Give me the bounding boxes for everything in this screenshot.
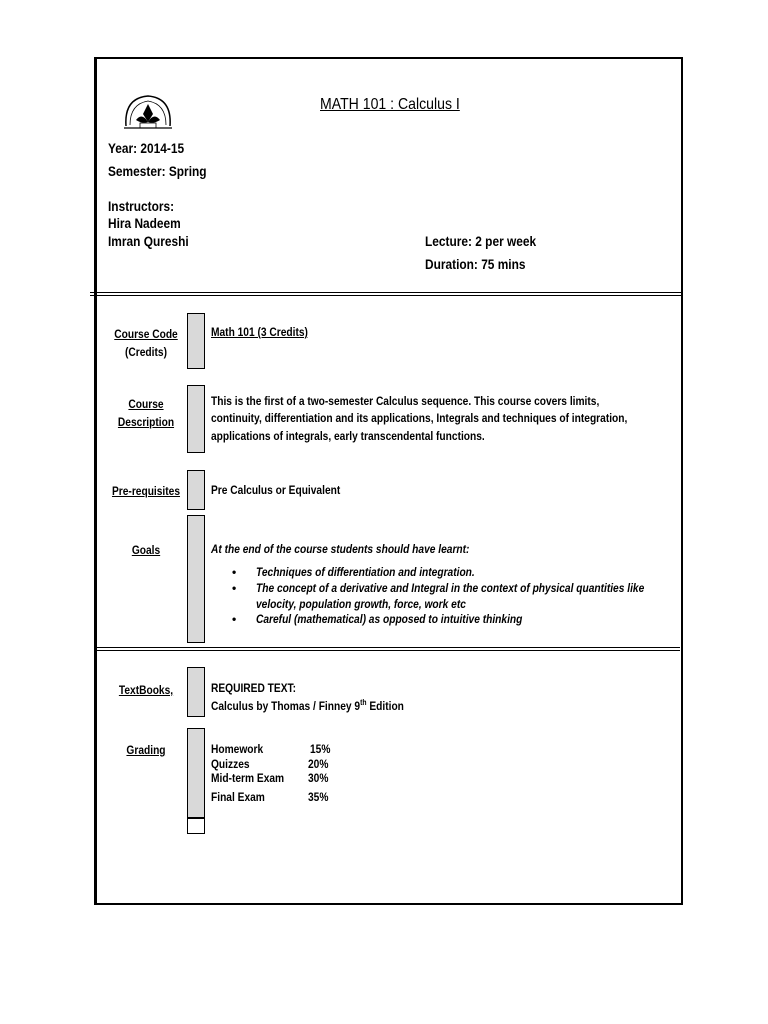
document-frame <box>94 57 683 905</box>
grading-pct: 35% <box>308 790 329 804</box>
description-label: Course Description <box>117 397 175 429</box>
textbooks-label: TextBooks, <box>118 683 174 697</box>
lecture: Lecture: 2 per week <box>425 233 537 249</box>
instructor-1: Hira Nadeem <box>108 215 181 231</box>
course-code-label: Course Code (Credits) <box>114 327 178 359</box>
grading-label: Grading <box>126 743 166 757</box>
row-bar <box>187 385 205 453</box>
grading-item: Quizzes <box>211 757 250 771</box>
semester: Semester: Spring <box>108 163 207 179</box>
grading-item: Mid-term Exam <box>211 771 285 785</box>
bullet: • <box>232 565 237 579</box>
university-logo-icon <box>120 92 176 132</box>
row-bar <box>187 728 205 818</box>
row-bar <box>187 515 205 643</box>
bullet: • <box>232 612 237 626</box>
goals-label: Goals <box>131 543 161 557</box>
description-line-2: continuity, differentiation and its applications, Integrals and techniques of integration, <box>211 411 628 425</box>
goal-item-2a: The concept of a derivative and Integral in the context of physical quantities like <box>256 581 645 595</box>
goal-item-2b: velocity, population growth, force, work etc <box>256 597 466 611</box>
instructors-label: Instructors: <box>108 198 175 214</box>
divider <box>96 647 680 651</box>
prereq-label: Pre-requisites <box>111 484 181 498</box>
divider <box>90 292 682 296</box>
prereq-value: Pre Calculus or Equivalent <box>211 483 341 497</box>
goals-intro: At the end of the course students should have learnt: <box>211 542 470 556</box>
row-bar <box>187 667 205 717</box>
description-line-3: applications of integrals, early transcendental functions. <box>211 429 485 443</box>
grading-pct: 15% <box>310 742 331 756</box>
grading-pct: 30% <box>308 771 329 785</box>
goal-item-1: Techniques of differentiation and integration. <box>256 565 475 579</box>
duration: Duration: 75 mins <box>425 256 526 272</box>
course-code-value: Math 101 (3 Credits) <box>211 325 308 339</box>
course-title: MATH 101 : Calculus I <box>320 96 460 113</box>
row-bar <box>187 313 205 369</box>
goal-item-3: Careful (mathematical) as opposed to intuitive thinking <box>256 612 523 626</box>
required-text: REQUIRED TEXT: <box>211 681 297 695</box>
description-line-1: This is the first of a two-semester Calculus sequence. This course covers limits, <box>211 394 600 408</box>
row-bar <box>187 470 205 510</box>
instructor-2: Imran Qureshi <box>108 233 189 249</box>
bullet: • <box>232 581 237 595</box>
grading-pct: 20% <box>308 757 329 771</box>
grading-item: Homework <box>211 742 264 756</box>
row-bar-end <box>187 818 205 834</box>
year: Year: 2014-15 <box>108 140 185 156</box>
grading-item: Final Exam <box>211 790 265 804</box>
textbook: Calculus by Thomas / Finney 9th Edition <box>211 698 404 713</box>
